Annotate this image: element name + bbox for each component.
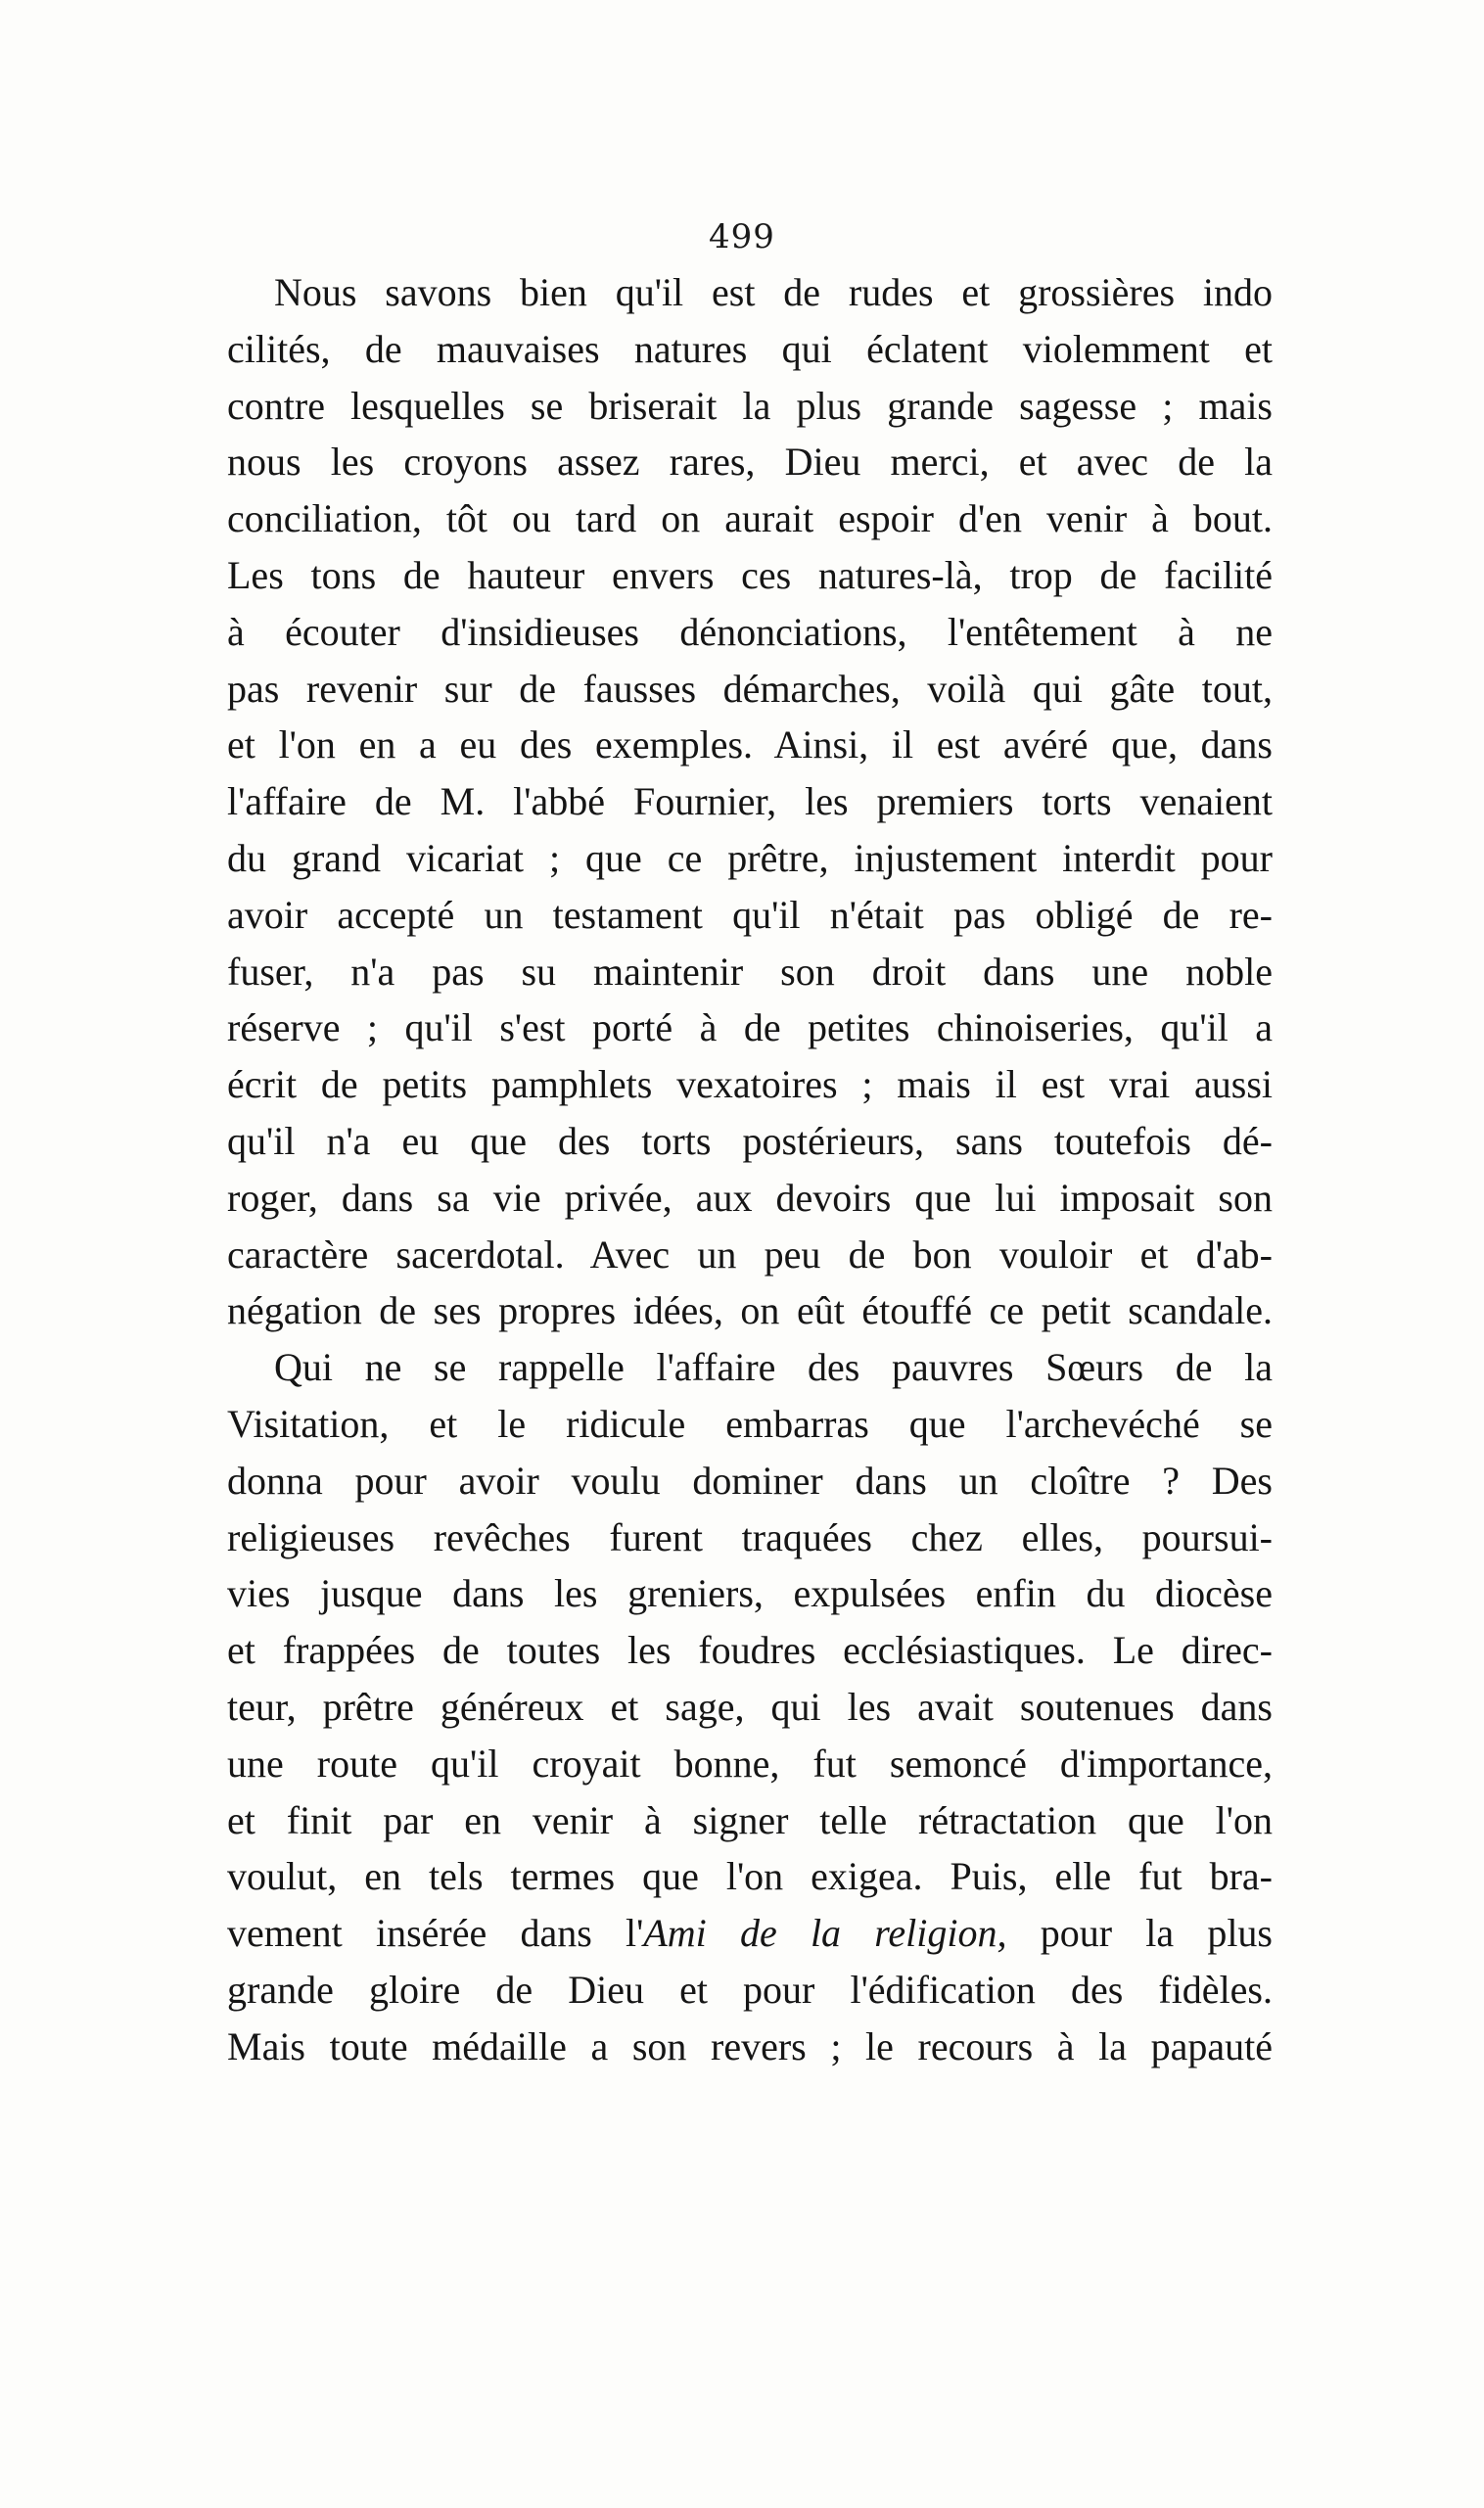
text-line: écrit de petits pamphlets vexatoires ; mais il est vrai aussi <box>227 1062 1273 1107</box>
text-line: et finit par en venir à signer telle rétractation que l'on <box>227 1797 1273 1842</box>
text-line: Qui ne se rappelle l'affaire des pauvres Sœurs de la <box>274 1345 1273 1390</box>
text-line: fuser, n'a pas su maintenir son droit dans une noble <box>227 949 1273 994</box>
text-line: teur, prêtre généreux et sage, qui les avait soutenues dans <box>227 1684 1273 1729</box>
text-line: négation de ses propres idées, on eût étouffé ce petit scandale. <box>227 1288 1273 1333</box>
text-line: caractère sacerdotal. Avec un peu de bon vouloir et d'ab- <box>227 1231 1273 1277</box>
text-line: du grand vicariat ; que ce prêtre, injustement interdit pour <box>227 835 1273 880</box>
text-line: contre lesquelles se briserait la plus grande sagesse ; mais <box>227 383 1273 428</box>
text-line: grande gloire de Dieu et pour l'édification des fidèles. <box>227 1967 1273 2012</box>
text-line: qu'il n'a eu que des torts postérieurs, sans toutefois dé- <box>227 1118 1273 1163</box>
text-line: nous les croyons assez rares, Dieu merci, et avec de la <box>227 440 1273 485</box>
text-line: voulut, en tels termes que l'on exigea. Puis, elle fut bra- <box>227 1854 1273 1899</box>
text-line: roger, dans sa vie privée, aux devoirs que lui imposait son <box>227 1175 1273 1220</box>
page-number: 499 <box>709 217 775 256</box>
italic-title: Ami de la religion, <box>643 1911 1007 1956</box>
text-line: donna pour avoir voulu dominer dans un cloître ? Des <box>227 1458 1273 1503</box>
text-line: une route qu'il croyait bonne, fut semoncé d'importance, <box>227 1741 1273 1786</box>
text-run: pour la plus <box>1006 1911 1273 1956</box>
text-line: et frappées de toutes les foudres ecclésiastiques. Le direc- <box>227 1628 1273 1673</box>
text-run: vement insérée dans l' <box>227 1911 644 1956</box>
text-line: Nous savons bien qu'il est de rudes et grossières indo <box>274 270 1273 314</box>
text-line: cilités, de mauvaises natures qui éclatent violemment et <box>227 326 1273 371</box>
text-line: vies jusque dans les greniers, expulsées enfin du diocèse <box>227 1571 1273 1616</box>
text-line: l'affaire de M. l'abbé Fournier, les premiers torts venaient <box>227 779 1273 824</box>
text-line: religieuses revêches furent traquées chez elles, poursui- <box>227 1514 1273 1559</box>
text-line: à écouter d'insidieuses dénonciations, l'entêtement à ne <box>227 609 1273 654</box>
text-line: réserve ; qu'il s'est porté à de petites chinoiseries, qu'il a <box>227 1005 1273 1050</box>
text-line: avoir accepté un testament qu'il n'était pas obligé de re- <box>227 892 1273 937</box>
text-line: Visitation, et le ridicule embarras que l'archevéché se <box>227 1401 1273 1446</box>
text-line: pas revenir sur de fausses démarches, voilà qui gâte tout, <box>227 666 1273 711</box>
text-line: et l'on en a eu des exemples. Ainsi, il est avéré que, dans <box>227 722 1273 767</box>
text-line-with-italic <box>227 1905 1273 1962</box>
text-line: Mais toute médaille a son revers ; le recours à la papauté <box>227 2023 1273 2068</box>
text-line: conciliation, tôt ou tard on aurait espoir d'en venir à bout. <box>227 496 1273 541</box>
text-line: Les tons de hauteur envers ces natures-là, trop de facilité <box>227 552 1273 597</box>
body-text <box>227 264 1273 2075</box>
